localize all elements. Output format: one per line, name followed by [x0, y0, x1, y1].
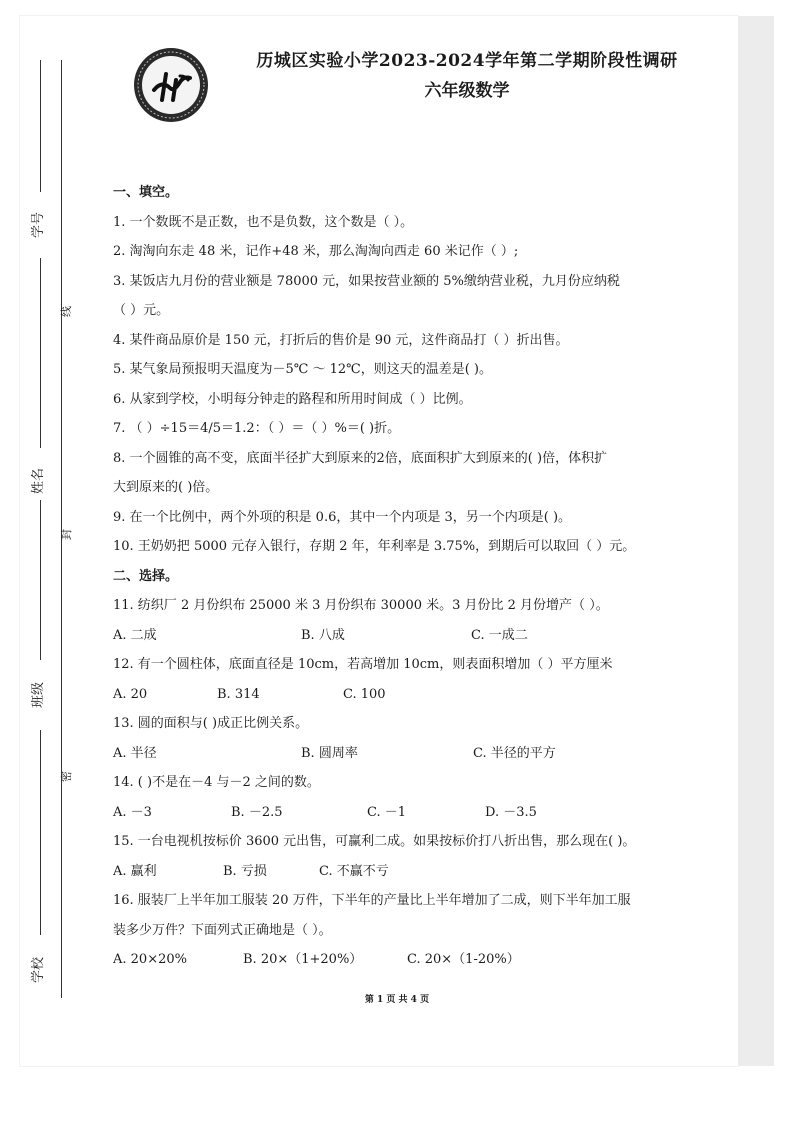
- scan-shadow: [738, 16, 774, 1066]
- option: A. 20: [113, 686, 148, 702]
- choice-options: [113, 857, 713, 887]
- choice-options: [113, 739, 713, 769]
- question-line: 1. 一个数既不是正数，也不是负数，这个数是（ ）。: [113, 214, 414, 230]
- choice-question: 16. 服装厂上半年加工服装 20 万件，下半年的产量比上半年增加了二成，则下半年加工服: [113, 893, 631, 908]
- option: C. 100: [343, 686, 386, 702]
- question-line: 2. 淘淘向东走 48 米，记作+48 米，那么淘淘向西走 60 米记作（ ）;: [113, 244, 519, 259]
- option: B. 314: [217, 686, 260, 702]
- class-underline: [40, 500, 41, 660]
- option: A. －3: [113, 804, 152, 820]
- question-line: 8. 一个圆锥的高不变，底面半径扩大到原来的2倍，底面积扩大到原来的( )倍，体积扩: [113, 450, 608, 466]
- choice-question: 15. 一台电视机按标价 3600 元出售，可赢利二成。如果按标价打八折出售，那么现在( )。: [113, 834, 636, 849]
- student-no-underline: [40, 60, 41, 192]
- school-underline: [40, 730, 41, 935]
- option: A. 二成: [113, 627, 157, 643]
- option: A. 半径: [113, 745, 157, 761]
- question-line: 9. 在一个比例中，两个外项的积是 0.6，其中一个内项是 3，另一个内项是( )。: [113, 509, 572, 525]
- choice-options: [113, 798, 713, 828]
- option: A. 赢利: [113, 863, 157, 879]
- choice-question: 14. ( )不是在－4 与－2 之间的数。: [113, 775, 320, 790]
- option: C. 20×（1-20%）: [407, 952, 520, 967]
- option: B. 亏损: [223, 863, 267, 879]
- option: C. 一成二: [471, 627, 528, 643]
- option: B. 圆周率: [301, 745, 358, 761]
- page-footer: 第 1 页 共 4 页: [364, 995, 430, 1005]
- option: B. 八成: [301, 627, 345, 643]
- exam-title: 历城区实验小学2023-2024学年第二学期阶段性调研: [256, 51, 678, 71]
- question-line: （ ）元。: [113, 303, 170, 318]
- question-line: 6. 从家到学校，小明每分钟走的路程和所用时间成（ ）比例。: [113, 391, 472, 407]
- name-underline: [40, 258, 41, 448]
- choice-options: [113, 621, 713, 651]
- question-body: [113, 178, 713, 975]
- exam-subtitle: 六年级数学: [424, 81, 510, 101]
- question-line: 7. （ ）÷15＝4/5＝1.2：（ ）＝（ ）%＝( )折。: [113, 421, 401, 436]
- question-line: 大到原来的( )倍。: [113, 480, 219, 495]
- option: A. 20×20%: [113, 952, 187, 967]
- question-line: 4. 某件商品原价是 150 元，打折后的售价是 90 元，这件商品打（ ）折出售。: [113, 332, 569, 348]
- choice-question: 装多少万件？下面列式正确地是（ ）。: [113, 922, 332, 938]
- student-no-label: 学号: [31, 211, 46, 238]
- question-line: 3. 某饭店九月份的营业额是 78000 元，如果按营业额的 5%缴纳营业税，九月份应纳税: [113, 273, 620, 289]
- choice-question: 11. 纺织厂 2 月份织布 25000 米 3 月份织布 30000 米。3 月份比 2 月份增产（ ）。: [113, 598, 609, 613]
- mark-dense: 密: [60, 771, 73, 782]
- option: D. －3.5: [485, 804, 537, 820]
- option: C. 不赢不亏: [319, 863, 389, 879]
- mark-line: 线: [60, 306, 73, 317]
- section-choice-title: 二、选择。: [113, 568, 179, 584]
- option: B. －2.5: [231, 804, 283, 820]
- section-fill-title: 一、填空。: [113, 185, 179, 200]
- choice-options: [113, 680, 713, 710]
- school-label: 学校: [31, 956, 46, 983]
- option: B. 20×（1+20%）: [243, 952, 363, 967]
- mark-seal: 封: [60, 529, 73, 540]
- question-line: 5. 某气象局预报明天温度为－5℃ ～ 12℃，则这天的温差是( )。: [113, 362, 492, 377]
- choice-options: [113, 945, 713, 975]
- school-logo: [132, 46, 210, 124]
- option: C. －1: [367, 804, 407, 820]
- choice-question: 12. 有一个圆柱体，底面直径是 10cm，若高增加 10cm，则表面积增加（ ）平方厘米: [113, 657, 613, 672]
- option: C. 半径的平方: [473, 745, 556, 761]
- name-label: 姓名: [31, 467, 46, 494]
- question-line: 10. 王奶奶把 5000 元存入银行，存期 2 年，年利率是 3.75%，到期后可以取回（ ）元。: [113, 539, 636, 554]
- choice-question: 13. 圆的面积与( )成正比例关系。: [113, 716, 309, 731]
- class-label: 班级: [31, 681, 46, 708]
